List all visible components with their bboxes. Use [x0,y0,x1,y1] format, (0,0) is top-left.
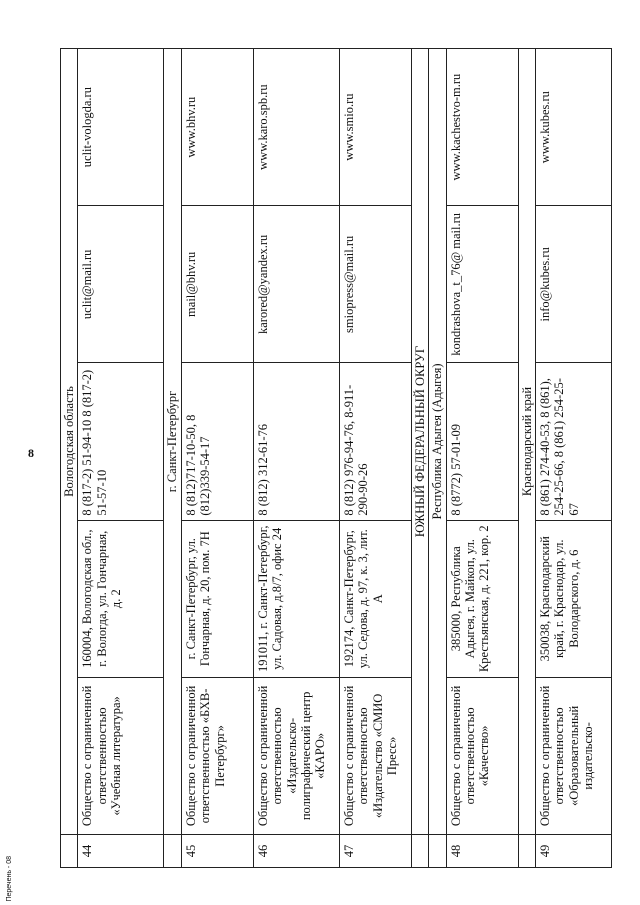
org-site: www.kubes.ru [535,49,611,206]
section-spb: г. Санкт-Петербург [164,49,181,835]
org-email: smiopress@mail.ru [339,206,411,363]
org-site: www.bhv.ru [181,49,253,206]
section-adygea: Республика Адыгея (Адыгея) [429,49,446,835]
table-row [339,49,411,868]
org-name: Общество с ограниченной ответственностью «Образовательный издательско- [535,677,611,834]
org-address: г. Санкт-Петербург, ул. Гончарная, д. 20, пом. 7Н [181,520,253,677]
org-address: 160004, Вологодская обл., г. Вологда, ул. Гончарная, д. 2 [78,520,164,677]
section-header-row [429,49,446,868]
org-address: 191011, г. Санкт-Петербург, ул. Садовая, д.8/7, офис 24 [253,520,339,677]
org-phone: 8 (812) 976-94-76, 8-911-290-90-26 [339,363,411,520]
publishers-table [60,48,612,868]
org-phone: 8 (812)717-10-50, 8 (812)339-54-17 [181,363,253,520]
row-number: 45 [181,835,253,868]
org-email: info@kubes.ru [535,206,611,363]
org-address: 385000, Республика Адыгея, г. Майкоп, ул. Крестьянская, д. 221, кор. 2 [446,520,518,677]
table-row [253,49,339,868]
org-address: 350038, Краснодарский край, г. Краснодар, ул. Володарского, д. 6 [535,520,611,677]
row-number: 47 [339,835,411,868]
org-address: 192174, Санкт-Петербург, ул. Седова, д. 97, к. 3, лит. А [339,520,411,677]
org-phone: 8 (817-2) 51-94-10 8 (817-2) 51-57-10 [78,363,164,520]
org-name: Общество с ограниченной ответственностью «Качество» [446,677,518,834]
org-email: mail@bhv.ru [181,206,253,363]
org-name: Общество с ограниченной ответственностью «БХВ-Петербург» [181,677,253,834]
row-number: 48 [446,835,518,868]
org-name: Общество с ограниченной ответственностью «Издательство «СМИО Пресс» [339,677,411,834]
org-site: www.karo.spb.ru [253,49,339,206]
rotated-table-container [60,48,600,868]
table-row [446,49,518,868]
page-number: 8 [28,446,34,460]
table-row [535,49,611,868]
org-site: www.kachestvo-m.ru [446,49,518,206]
footer-note: Перечень - 08 [6,856,13,902]
section-header-row [411,49,428,868]
org-phone: 8 (861) 274-40-53, 8 (861), 254-25-66, 8 (861) 254-25-67 [535,363,611,520]
org-email: uclit@mail.ru [78,206,164,363]
section-header-row [61,49,78,868]
row-number: 46 [253,835,339,868]
org-site: www.smio.ru [339,49,411,206]
org-email: kondrashova_t_76@ mail.ru [446,206,518,363]
row-number: 44 [78,835,164,868]
table-row [181,49,253,868]
section-south: ЮЖНЫЙ ФЕДЕРАЛЬНЫЙ ОКРУГ [411,49,428,835]
org-name: Общество с ограниченной ответственностью «Издательско-полиграфический центр «КАРО» [253,677,339,834]
org-phone: 8 (8772) 57-01-09 [446,363,518,520]
section-header-row [164,49,181,868]
org-phone: 8 (812) 312-61-76 [253,363,339,520]
org-name: Общество с ограниченной ответственностью «Учебная литература» [78,677,164,834]
table-row [78,49,164,868]
section-header-row [518,49,535,868]
org-email: karored@yandex.ru [253,206,339,363]
section-krasnodar: Краснодарский край [518,49,535,835]
row-number: 49 [535,835,611,868]
section-vologda: Вологодская область [61,49,78,835]
org-site: uclit-vologda.ru [78,49,164,206]
